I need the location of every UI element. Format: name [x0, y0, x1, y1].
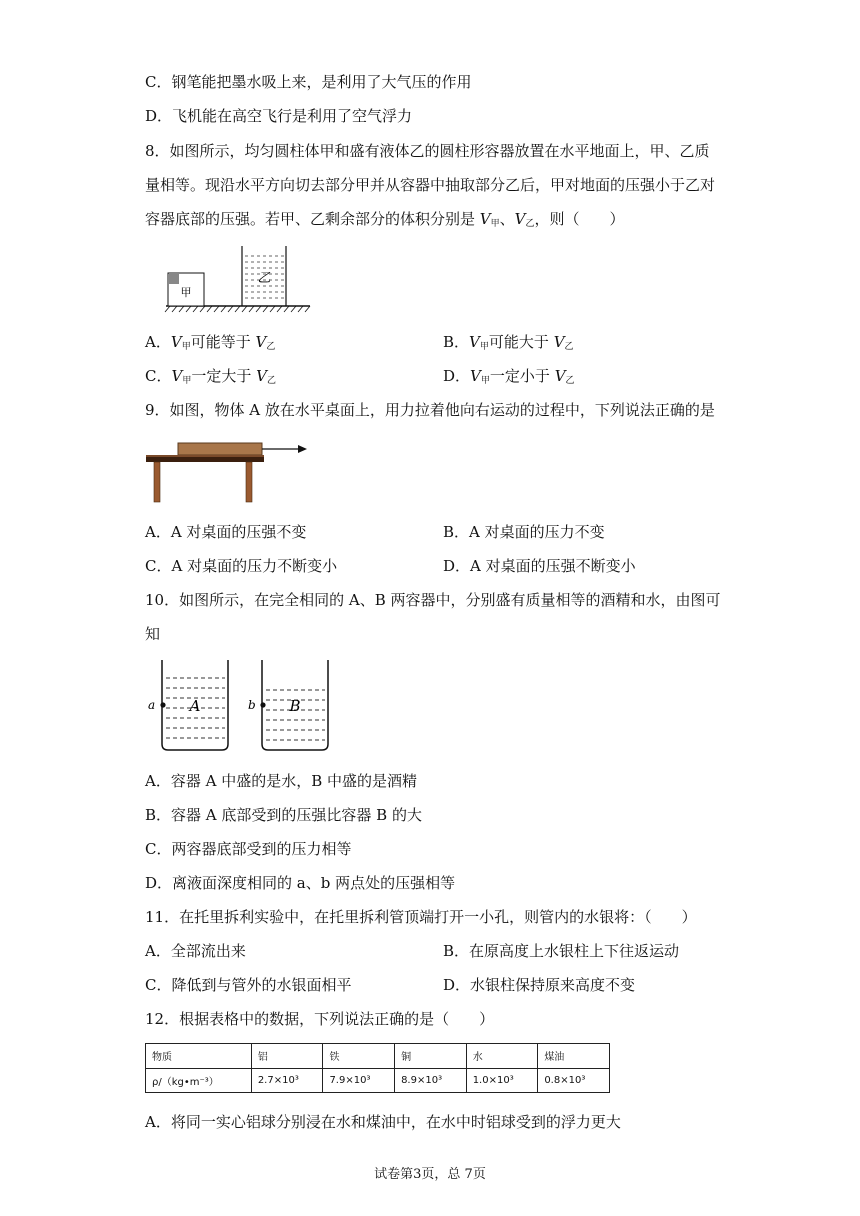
q12-option-a: A．将同一实心铝球分别浸在水和煤油中，在水中时铝球受到的浮力更大	[145, 1113, 621, 1131]
q7-option-c: C．钢笔能把墨水吸上来，是利用了大气压的作用	[145, 73, 472, 91]
table-cell: 2.7×10³	[251, 1068, 323, 1093]
q10-stem-line1: 10．如图所示，在完全相同的 A、B 两容器中，分别盛有质量相等的酒精和水，由图可	[145, 591, 721, 609]
q11-option-c: C．降低到与管外的水银面相平	[145, 976, 352, 994]
table-cell: 1.0×10³	[466, 1068, 538, 1093]
density-table	[145, 1043, 610, 1093]
table-header-cell: 铁	[323, 1044, 395, 1069]
q9-option-b: B．A 对桌面的压力不变	[443, 523, 605, 541]
table-header-cell: 铝	[251, 1044, 323, 1069]
q10-stem-line2: 知	[145, 625, 161, 643]
q10-fig-label-A: A	[189, 697, 201, 715]
table-row	[146, 1068, 610, 1093]
q12-stem: 12．根据表格中的数据，下列说法正确的是（ ）	[145, 1010, 495, 1028]
q8-fig-label-jia: 甲	[180, 286, 192, 299]
q8-option-b: B．$V_甲$可能大于 $V_乙$	[443, 333, 574, 352]
q8-stem-line2: 量相等。现沿水平方向切去部分甲并从容器中抽取部分乙后，甲对地面的压强小于乙对	[145, 176, 716, 194]
q10-fig-label-b: b	[248, 698, 256, 712]
q10-fig-label-B: B	[289, 697, 301, 715]
table-cell: 0.8×10³	[538, 1068, 610, 1093]
q7-option-d: D．飞机能在高空飞行是利用了空气浮力	[145, 107, 413, 125]
q8-stem-line3: 容器底部的压强。若甲、乙剩余部分的体积分别是 $V_甲$、$V_乙$，则（ ）	[145, 210, 625, 229]
table-cell: 7.9×10³	[323, 1068, 395, 1093]
table-header-cell: 铜	[395, 1044, 467, 1069]
q8-option-a: A．$V_甲$可能等于 $V_乙$	[145, 333, 276, 352]
q9-option-c: C．A 对桌面的压力不断变小	[145, 557, 338, 575]
q11-option-b: B．在原高度上水银柱上下往返运动	[443, 942, 680, 960]
q9-option-d: D．A 对桌面的压强不断变小	[443, 557, 636, 575]
table-header-cell: 物质	[146, 1044, 252, 1069]
q8-figure	[162, 242, 312, 314]
page-footer: 试卷第3页，总 7页	[374, 1167, 486, 1182]
table-cell: 8.9×10³	[395, 1068, 467, 1093]
q10-option-d: D．离液面深度相同的 a、b 两点处的压强相等	[145, 874, 456, 892]
table-header-row	[146, 1044, 610, 1069]
q11-option-a: A．全部流出来	[145, 942, 246, 960]
q10-option-a: A．容器 A 中盛的是水，B 中盛的是酒精	[145, 772, 417, 790]
q10-figure	[142, 658, 342, 754]
q8-fig-label-yi: 乙	[257, 271, 271, 286]
q8-option-c: C．$V_甲$一定大于 $V_乙$	[145, 367, 276, 386]
table-header-cell: 水	[466, 1044, 538, 1069]
q10-option-b: B．容器 A 底部受到的压强比容器 B 的大	[145, 806, 422, 824]
table-cell: ρ/（kg•m⁻³）	[146, 1068, 252, 1093]
q9-stem: 9．如图，物体 A 放在水平桌面上，用力拉着他向右运动的过程中，下列说法正确的是	[145, 401, 715, 419]
q10-option-c: C．两容器底部受到的压力相等	[145, 840, 352, 858]
q9-option-a: A．A 对桌面的压强不变	[145, 523, 307, 541]
q11-option-d: D．水银柱保持原来高度不变	[443, 976, 636, 994]
q10-fig-label-a: a	[148, 698, 156, 712]
table-header-cell: 煤油	[538, 1044, 610, 1069]
q9-table-figure	[146, 440, 311, 505]
q11-stem: 11．在托里拆利实验中，在托里拆利管顶端打开一小孔，则管内的水银将：（ ）	[145, 908, 697, 926]
q8-option-d: D．$V_甲$一定小于 $V_乙$	[443, 367, 575, 386]
q8-stem-line1: 8．如图所示，均匀圆柱体甲和盛有液体乙的圆柱形容器放置在水平地面上，甲、乙质	[145, 142, 710, 160]
